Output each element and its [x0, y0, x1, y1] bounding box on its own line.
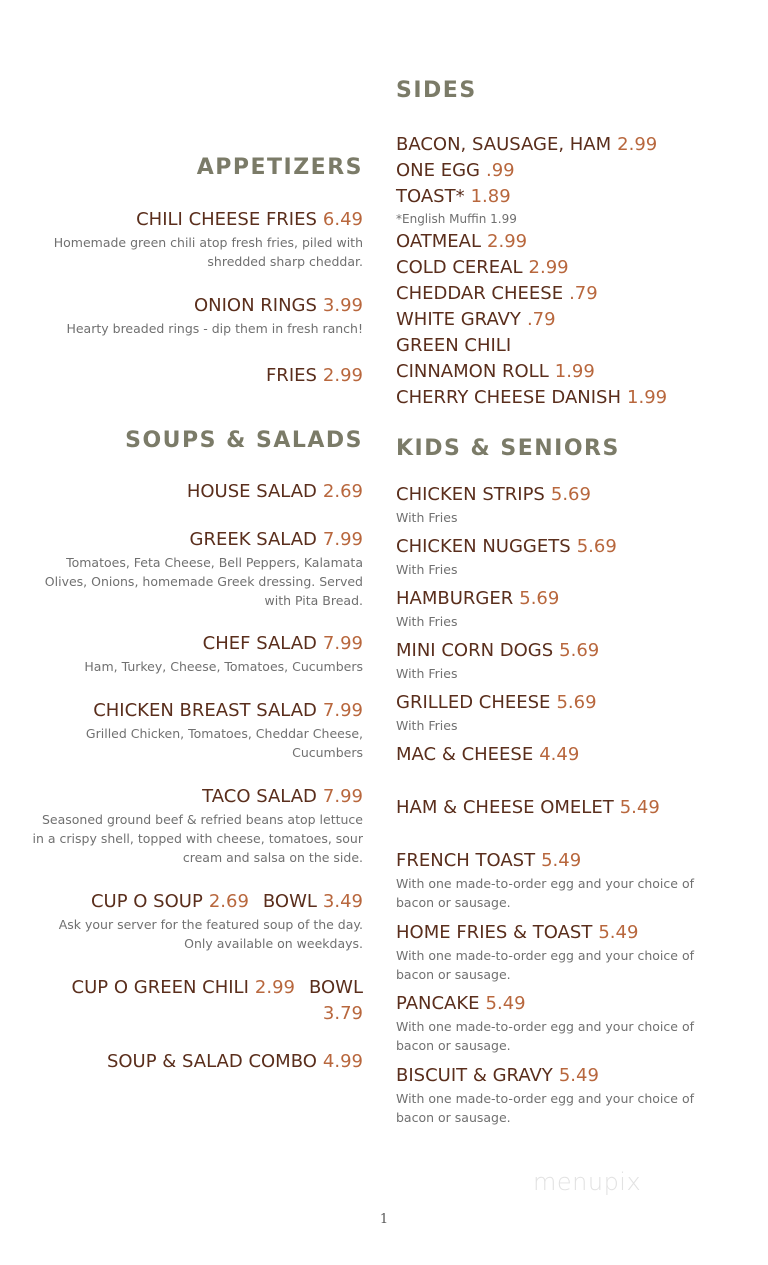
sides-list [396, 132, 741, 411]
menu-item [396, 536, 741, 579]
item-name: FRIES [265, 365, 317, 386]
item-price: 5.49 [541, 850, 582, 871]
menu-item [30, 786, 363, 867]
item-price: 5.49 [485, 993, 526, 1014]
item-price: 5.69 [550, 484, 591, 505]
list-item: OATMEAL 2.99 [396, 231, 528, 252]
watermark-logo: menupix [533, 1168, 642, 1196]
list-item: ONE EGG .99 [396, 160, 515, 181]
list-item: WHITE GRAVY .79 [396, 309, 556, 330]
kids-seniors-heading: KIDS & SENIORS [396, 436, 620, 461]
list-item: COLD CEREAL 2.99 [396, 257, 569, 278]
appetizers-heading: APPETIZERS [196, 155, 363, 180]
item-name: HOME FRIES & TOAST [396, 922, 593, 943]
item-description: With one made-to-order egg and your choice of bacon or sausage. [396, 876, 694, 910]
item-price: 7.99 [322, 529, 363, 550]
item-description: With Fries [396, 718, 458, 733]
list-item: CINNAMON ROLL 1.99 [396, 361, 595, 382]
item-price: 5.69 [556, 692, 597, 713]
item-name: HOUSE SALAD [186, 481, 317, 502]
item-price: 6.49 [322, 209, 363, 230]
item-name-alt: BOWL [308, 977, 363, 998]
menu-item [30, 365, 363, 387]
item-description: Ham, Turkey, Cheese, Tomatoes, Cucumbers [84, 659, 363, 674]
menu-item [30, 529, 363, 610]
item-name: CHICKEN BREAST SALAD [93, 700, 317, 721]
menu-item [396, 640, 741, 683]
item-description: Tomatoes, Feta Cheese, Bell Peppers, Kalamata Olives, Onions, homemade Greek dressing. Served with Pita Bread. [44, 555, 363, 608]
sides-heading: SIDES [396, 78, 477, 103]
menu-item [30, 975, 363, 1027]
list-item: BACON, SAUSAGE, HAM 2.99 [396, 134, 658, 155]
item-price: 5.49 [619, 797, 660, 818]
list-item: CHERRY CHEESE DANISH 1.99 [396, 387, 668, 408]
item-description: With one made-to-order egg and your choice of bacon or sausage. [396, 1091, 694, 1125]
item-price: 5.49 [558, 1065, 599, 1086]
item-price: 7.99 [322, 700, 363, 721]
item-price: 7.99 [322, 786, 363, 807]
item-price: 5.69 [559, 640, 600, 661]
item-price: 4.99 [322, 1051, 363, 1072]
item-description: Hearty breaded rings - dip them in fresh ranch! [66, 321, 363, 336]
item-name: CUP O SOUP [90, 891, 203, 912]
item-price: 2.99 [254, 977, 295, 998]
item-price: 2.69 [208, 891, 249, 912]
item-description: With one made-to-order egg and your choice of bacon or sausage. [396, 1019, 694, 1053]
item-description: With one made-to-order egg and your choice of bacon or sausage. [396, 948, 694, 982]
item-name: FRENCH TOAST [396, 850, 536, 871]
item-name: GRILLED CHEESE [396, 692, 551, 713]
list-item: TOAST* 1.89 [396, 186, 511, 207]
item-name: CHICKEN STRIPS [396, 484, 545, 505]
item-note: *English Muffin 1.99 [396, 212, 517, 226]
item-description: Grilled Chicken, Tomatoes, Cheddar Cheese, Cucumbers [85, 726, 363, 760]
item-name: HAMBURGER [396, 588, 514, 609]
item-price-alt: 3.49 [322, 891, 363, 912]
item-name: TACO SALAD [202, 786, 317, 807]
menu-item [30, 295, 363, 338]
item-description: With Fries [396, 562, 458, 577]
item-description: Homemade green chili atop fresh fries, piled with shredded sharp cheddar. [53, 235, 363, 269]
item-name: CHILI CHEESE FRIES [136, 209, 317, 230]
menu-item [396, 588, 741, 631]
menu-item [30, 1051, 363, 1073]
item-description: With Fries [396, 666, 458, 681]
menu-item [396, 922, 741, 984]
menu-item [396, 744, 741, 766]
item-description: With Fries [396, 510, 458, 525]
page-number: 1 [379, 1212, 389, 1227]
menu-item [30, 209, 363, 271]
item-price: 5.69 [576, 536, 617, 557]
item-name: CHICKEN NUGGETS [396, 536, 571, 557]
item-description: Ask your server for the featured soup of the day. Only available on weekdays. [58, 917, 363, 951]
item-name-alt: BOWL [262, 891, 317, 912]
menu-item [396, 993, 741, 1055]
menu-item [30, 891, 363, 953]
item-name: MINI CORN DOGS [396, 640, 554, 661]
menu-item [30, 700, 363, 762]
item-name: ONION RINGS [193, 295, 317, 316]
menu-item [396, 797, 741, 819]
item-price: 2.99 [322, 365, 363, 386]
item-price: 7.99 [322, 633, 363, 654]
menu-item [30, 633, 363, 676]
soups-salads-heading: SOUPS & SALADS [125, 428, 363, 453]
item-name: SOUP & SALAD COMBO [106, 1051, 317, 1072]
item-price: 5.69 [519, 588, 560, 609]
list-item: GREEN CHILI [396, 335, 512, 356]
menu-item [396, 850, 741, 912]
item-name: PANCAKE [396, 993, 480, 1014]
item-price-alt: 3.79 [322, 1003, 363, 1024]
item-name: GREEK SALAD [189, 529, 317, 550]
menu-item [396, 484, 741, 527]
list-item: CHEDDAR CHEESE .79 [396, 283, 598, 304]
item-description: With Fries [396, 614, 458, 629]
item-name: CUP O GREEN CHILI [71, 977, 249, 998]
menu-item [396, 1065, 741, 1127]
item-price: 5.49 [598, 922, 639, 943]
menu-item [30, 481, 363, 503]
item-name: CHEF SALAD [202, 633, 317, 654]
item-price: 3.99 [322, 295, 363, 316]
item-name: MAC & CHEESE [396, 744, 534, 765]
item-price: 4.49 [539, 744, 580, 765]
item-price: 2.69 [322, 481, 363, 502]
menu-item [396, 692, 741, 735]
item-name: BISCUIT & GRAVY [396, 1065, 553, 1086]
item-name: HAM & CHEESE OMELET [396, 797, 614, 818]
item-description: Seasoned ground beef & refried beans atop lettuce in a crispy shell, topped with cheese, tomatoes, sour cream and salsa on the side. [32, 812, 363, 865]
